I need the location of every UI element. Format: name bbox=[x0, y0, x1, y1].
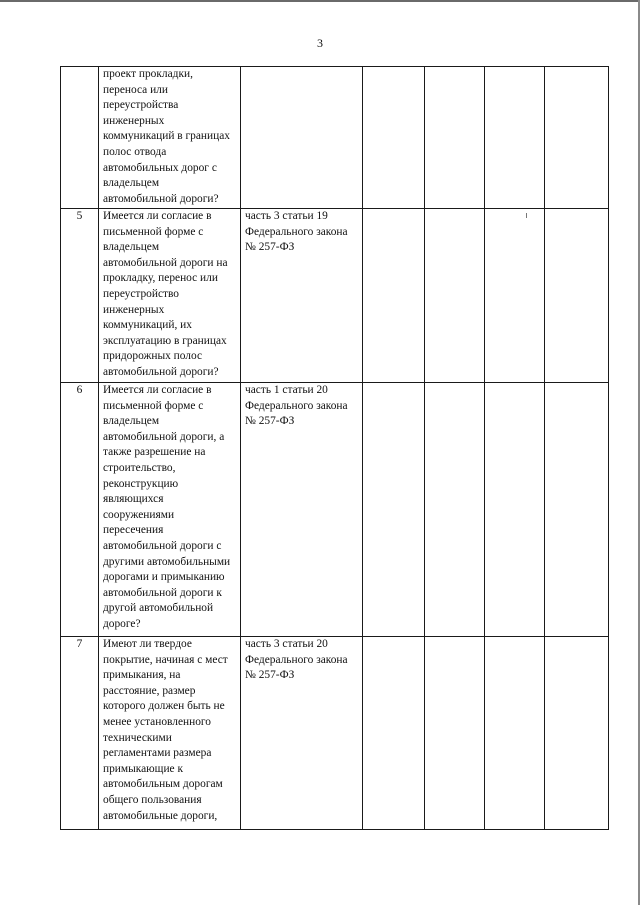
reference-text: часть 1 статьи 20 Федерального закона № 257-ФЗ bbox=[245, 384, 348, 428]
reference-cell bbox=[241, 209, 363, 383]
answer-cell-yes bbox=[363, 67, 425, 209]
answer-cell-na bbox=[485, 209, 545, 383]
question-cell bbox=[99, 209, 241, 383]
page-number: 3 bbox=[317, 36, 323, 50]
row-number: 5 bbox=[61, 209, 99, 383]
row-number: 6 bbox=[61, 383, 99, 637]
answer-cell-no bbox=[425, 67, 485, 209]
scan-speck bbox=[526, 213, 527, 218]
table-row bbox=[61, 67, 609, 209]
reference-text: часть 3 статьи 20 Федерального закона № 257-ФЗ bbox=[245, 638, 348, 682]
table-row bbox=[61, 637, 609, 830]
question-text: Имеется ли согласие в письменной форме с владельцем автомобильной дороги на прокладку, перенос или переустройство инженерных коммуникаций, их эксплуатацию в границах придорожных полос автомобильной дороги? bbox=[103, 210, 228, 378]
notes-cell bbox=[545, 383, 609, 637]
reference-cell bbox=[241, 637, 363, 830]
question-cell bbox=[99, 637, 241, 830]
answer-cell-yes bbox=[363, 637, 425, 830]
answer-cell-na bbox=[485, 383, 545, 637]
notes-cell bbox=[545, 67, 609, 209]
reference-cell bbox=[241, 67, 363, 209]
answer-cell-no bbox=[425, 383, 485, 637]
answer-cell-no bbox=[425, 637, 485, 830]
question-text: Имеется ли согласие в письменной форме с владельцем автомобильной дороги, а также разрешение на строительство, реконструкцию являющихся сооружениями пересечения автомобильной дороги с другими автомобильными дорогами и примыканию автомобильной дороги к другой автомобильной дороге? bbox=[103, 384, 231, 630]
answer-cell-na bbox=[485, 67, 545, 209]
notes-cell bbox=[545, 637, 609, 830]
reference-text: часть 3 статьи 19 Федерального закона № 257-ФЗ bbox=[245, 210, 348, 254]
question-text: проект прокладки, переноса или переустройства инженерных коммуникаций в границах полос отвода автомобильных дорог с владельцем автомобильной дороги? bbox=[103, 68, 230, 205]
answer-cell-na bbox=[485, 637, 545, 830]
question-text: Имеют ли твердое покрытие, начиная с мест примыкания, на расстояние, размер которого должен быть не менее установленного техническими регламентами размера примыкающие к автомобильным дорогам общего пользования автомобильные дороги, bbox=[103, 638, 228, 822]
row-number: 7 bbox=[61, 637, 99, 830]
answer-cell-yes bbox=[363, 209, 425, 383]
answer-cell-yes bbox=[363, 383, 425, 637]
table-row bbox=[61, 383, 609, 637]
notes-cell bbox=[545, 209, 609, 383]
row-number bbox=[61, 67, 99, 209]
reference-cell bbox=[241, 383, 363, 637]
checklist-table bbox=[60, 66, 609, 830]
question-cell bbox=[99, 67, 241, 209]
scan-edge-top bbox=[0, 0, 640, 2]
answer-cell-no bbox=[425, 209, 485, 383]
table-row bbox=[61, 209, 609, 383]
question-cell bbox=[99, 383, 241, 637]
